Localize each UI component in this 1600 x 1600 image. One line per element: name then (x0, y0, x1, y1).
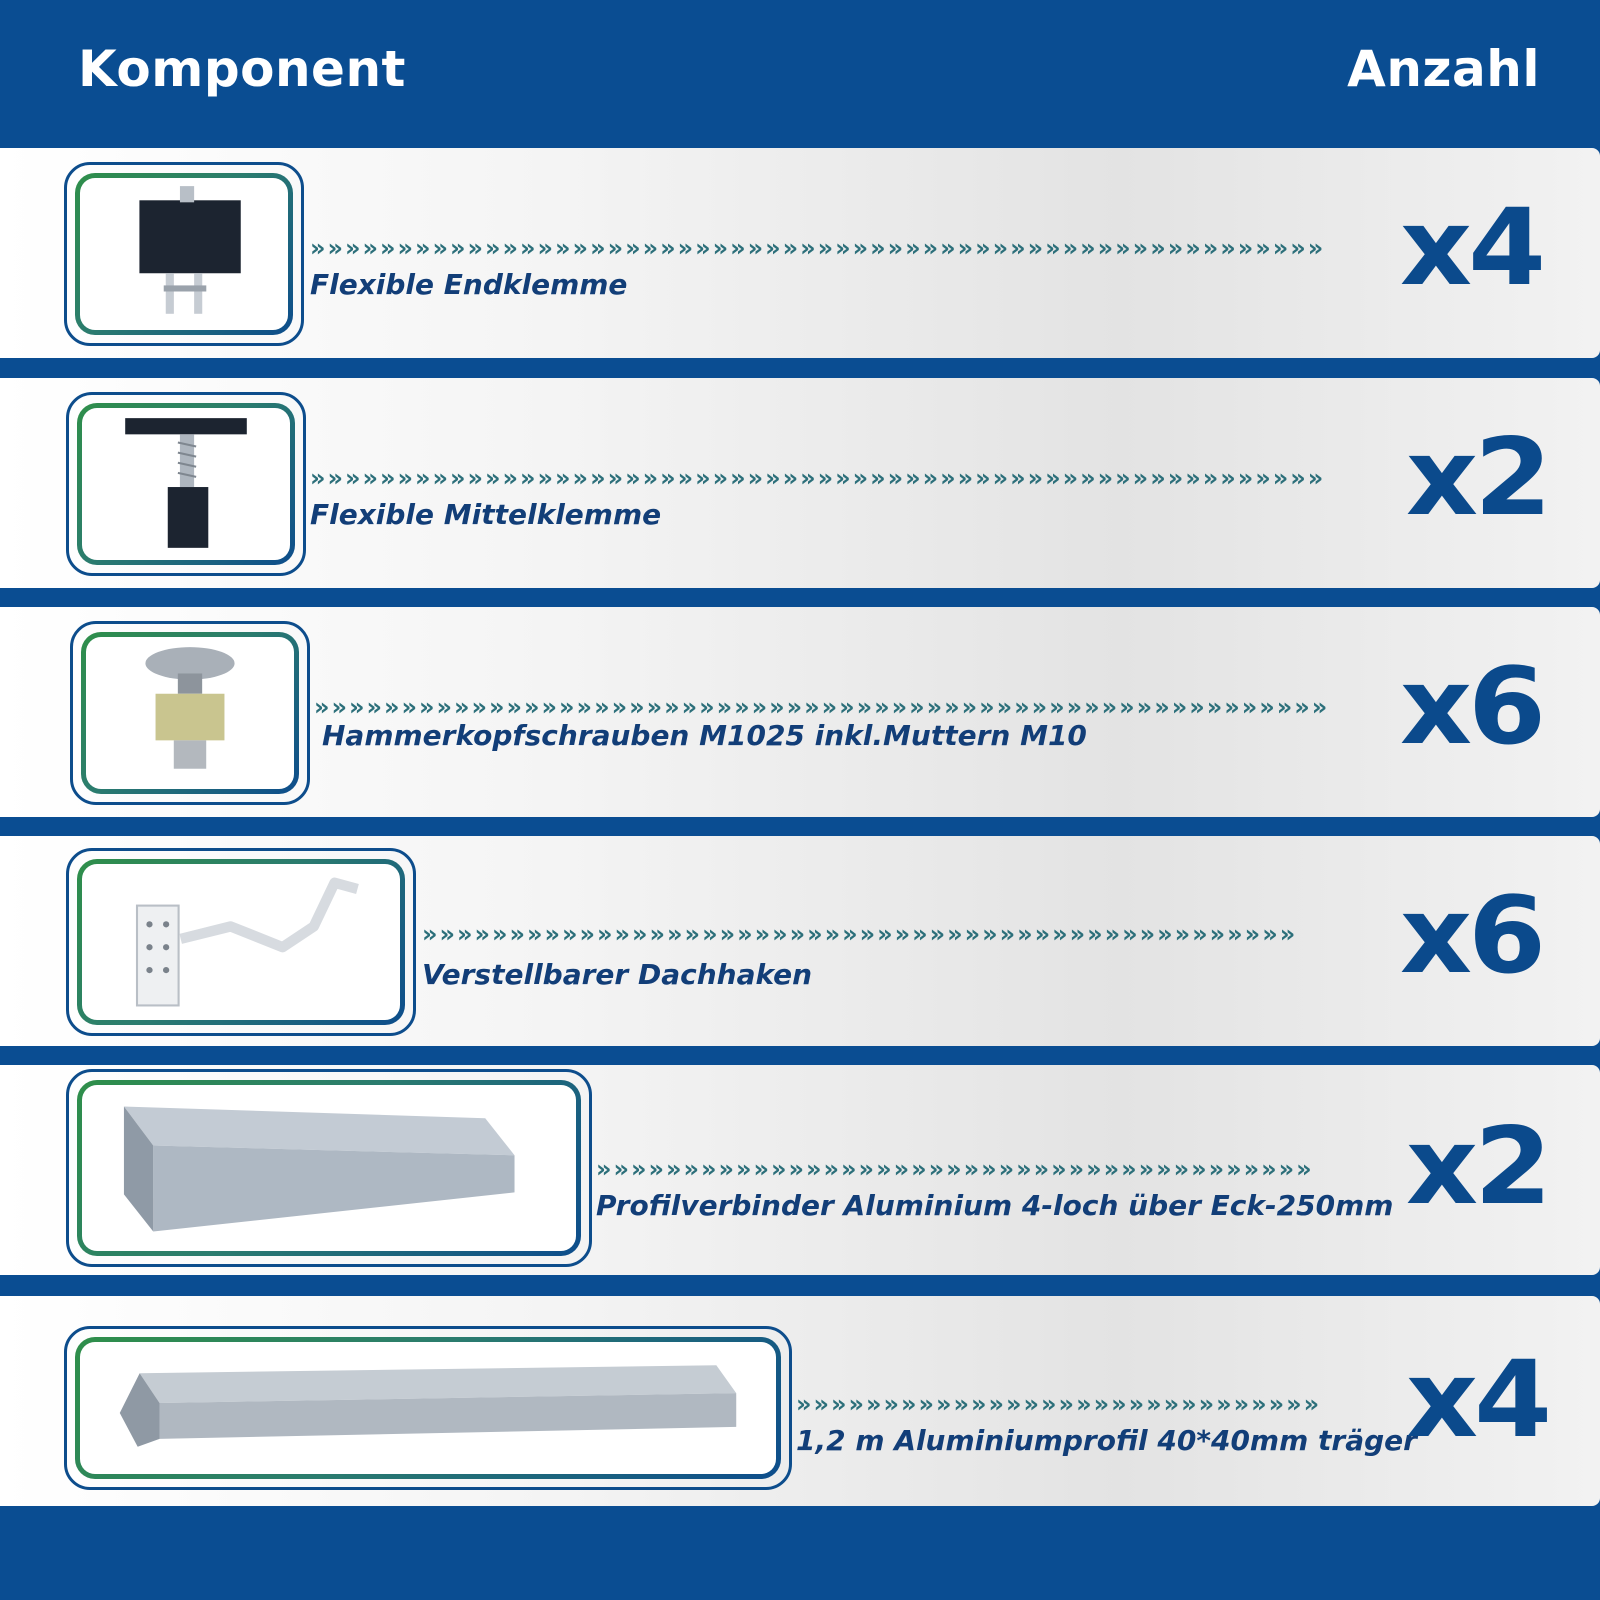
quantity-value: x2 (1405, 1105, 1548, 1229)
product-image-frame (64, 162, 304, 346)
component-label: Hammerkopfschrauben M1025 inkl.Muttern M10 (322, 719, 1087, 752)
component-label: Verstellbarer Dachhaken (422, 958, 813, 991)
mid-clamp-image (82, 408, 290, 560)
component-column-header: Komponent (78, 40, 406, 98)
hammer-head-bolt-image (86, 637, 294, 789)
dotted-arrow-connector-icon: »»»»»»»»»»»»»»»»»»»»»»»»»»»»»»»»»»»»»»»»» (596, 1157, 1314, 1181)
quantity-value: x6 (1399, 645, 1542, 769)
dotted-arrow-connector-icon: »»»»»»»»»»»»»»»»»»»»»»»»»»»»»»»»»»»»»»»»»»»»»»»»»» (422, 922, 1298, 946)
product-image-frame (66, 1069, 592, 1267)
list-item (0, 148, 1600, 358)
component-label: Flexible Endklemme (310, 268, 628, 301)
list-item (0, 378, 1600, 588)
list-item (0, 607, 1600, 817)
dotted-arrow-connector-icon: »»»»»»»»»»»»»»»»»»»»»»»»»»»»»» (796, 1392, 1322, 1416)
quantity-value: x4 (1405, 1338, 1548, 1462)
quantity-column-header: Anzahl (1347, 40, 1540, 98)
product-image-frame (66, 848, 416, 1036)
component-label: Flexible Mittelklemme (310, 498, 662, 531)
roof-hook-image (82, 864, 400, 1020)
product-image-frame (64, 1326, 792, 1490)
dotted-arrow-connector-icon: »»»»»»»»»»»»»»»»»»»»»»»»»»»»»»»»»»»»»»»»»»»»»»»»»»»»»»»»»» (314, 695, 1330, 719)
quantity-value: x6 (1399, 874, 1542, 998)
component-label: 1,2 m Aluminiumprofil 40*40mm träger (796, 1424, 1417, 1457)
dotted-arrow-connector-icon: »»»»»»»»»»»»»»»»»»»»»»»»»»»»»»»»»»»»»»»»»»»»»»»»»»»»»»»»»» (310, 466, 1326, 490)
dotted-arrow-connector-icon: »»»»»»»»»»»»»»»»»»»»»»»»»»»»»»»»»»»»»»»»»»»»»»»»»»»»»»»»»» (310, 236, 1326, 260)
profile-connector-image (82, 1085, 576, 1251)
quantity-value: x2 (1405, 416, 1548, 540)
list-item (0, 1296, 1600, 1506)
end-clamp-image (80, 178, 288, 330)
list-item (0, 1065, 1600, 1275)
aluminium-rail-image (80, 1342, 776, 1474)
table-header (0, 0, 1600, 148)
product-image-frame (66, 392, 306, 576)
component-label: Profilverbinder Aluminium 4-loch über Eck-250mm (596, 1189, 1394, 1222)
product-image-frame (70, 621, 310, 805)
list-item (0, 836, 1600, 1046)
quantity-value: x4 (1399, 186, 1542, 310)
